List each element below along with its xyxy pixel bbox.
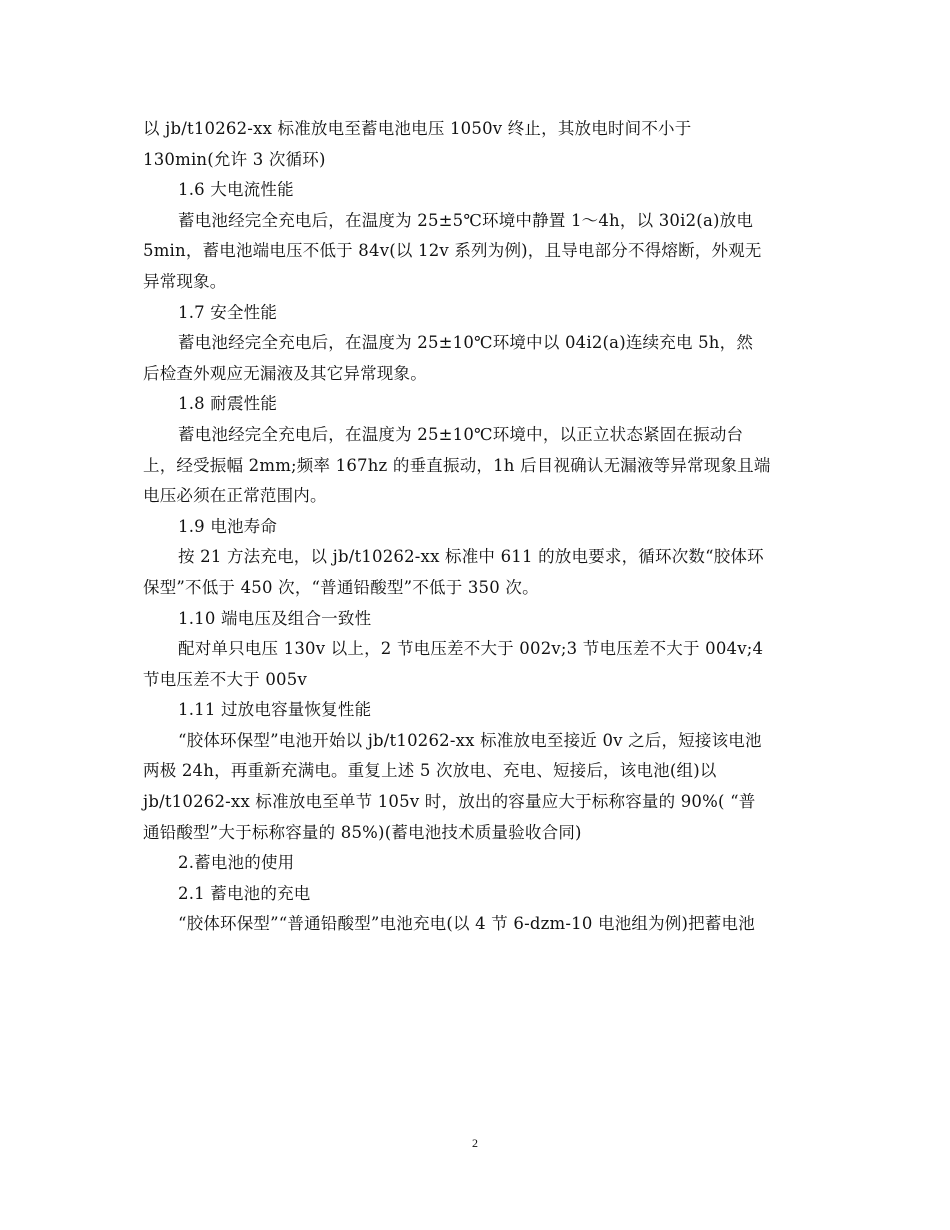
text-line: 1.8 耐震性能 [178,394,278,414]
text-line: 蓄电池经完全充电后，在温度为 25±5℃环境中静置 1～4h，以 30i2(a)放电 [178,210,754,230]
text-line: 5min，蓄电池端电压不低于 84v(以 12v 系列为例)，且导电部分不得熔断，外观无 [143,241,762,261]
text-line: 异常现象。 [143,271,227,291]
text-line: 保型”不低于 450 次，“普通铅酸型”不低于 350 次。 [143,577,539,597]
text-line: 蓄电池经完全充电后，在温度为 25±10℃环境中，以正立状态紧固在振动台 [178,424,744,444]
text-line: 通铅酸型”大于标称容量的 85%)(蓄电池技术质量验收合同) [143,822,582,842]
text-line: 蓄电池经完全充电后，在温度为 25±10℃环境中以 04i2(a)连续充电 5h，然 [178,333,754,353]
text-line: 以 jb/t10262-xx 标准放电至蓄电池电压 1050v 终止，其放电时间不小于 [143,119,692,138]
text-line: 电压必须在正常范围内。 [143,486,327,506]
text-line: 1.9 电池寿命 [178,516,278,536]
text-line: 1.7 安全性能 [178,302,278,322]
text-line: “胶体环保型”电池开始以 jb/t10262-xx 标准放电至接近 0v 之后，短接该电池 [178,730,762,750]
text-line: 配对单只电压 130v 以上，2 节电压差不大于 002v;3 节电压差不大于 004v;4 [178,639,764,659]
text-line: 按 21 方法充电，以 jb/t10262-xx 标准中 611 的放电要求，循环次数“胶体环 [178,547,764,567]
text-line: 1.11 过放电容量恢复性能 [178,700,372,720]
text-line: 2.蓄电池的使用 [178,853,295,873]
text-line: 后检查外观应无漏液及其它异常现象。 [143,363,427,383]
text-line: 两极 24h，再重新充满电。重复上述 5 次放电、充电、短接后，该电池(组)以 [143,761,717,781]
document-body [143,114,811,940]
text-line: jb/t10262-xx 标准放电至单节 105v 时，放出的容量应大于标称容量的 90%( “普 [143,792,756,812]
text-line: “胶体环保型”“普通铅酸型”电池充电(以 4 节 6-dzm-10 电池组为例)把蓄电池 [178,914,755,934]
page-number: 2 [472,1136,478,1150]
text-line: 节电压差不大于 005v [143,669,307,689]
text-line: 130min(允许 3 次循环) [143,149,326,169]
text-line: 1.6 大电流性能 [178,180,294,200]
text-line: 2.1 蓄电池的充电 [178,883,311,903]
text-line: 1.10 端电压及组合一致性 [178,608,372,628]
text-line: 上，经受振幅 2mm;频率 167hz 的垂直振动，1h 后目视确认无漏液等异常现象且端 [143,455,771,475]
